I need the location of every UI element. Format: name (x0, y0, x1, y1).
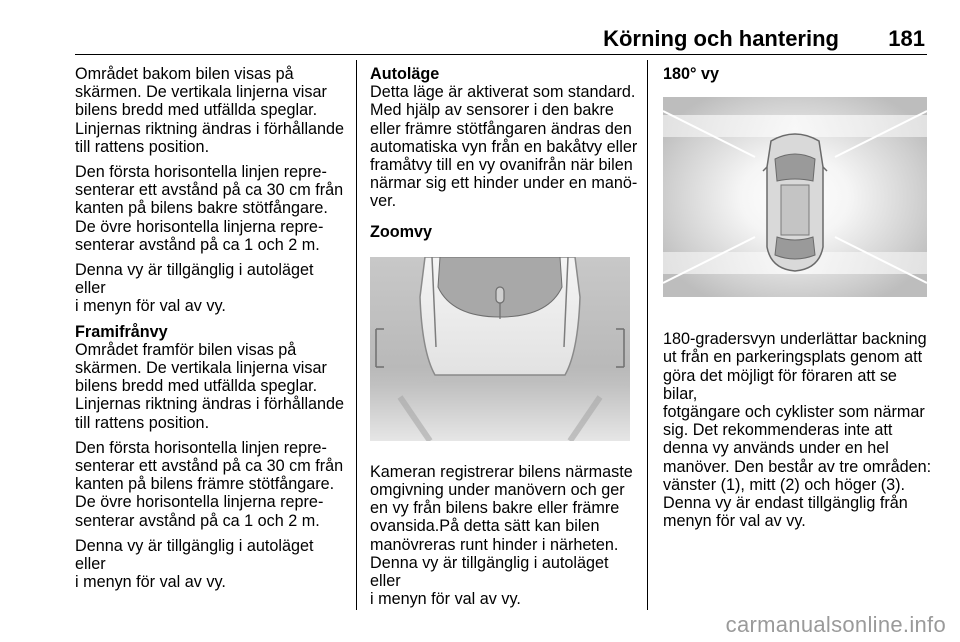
paragraph: Den första horisontella linjen repre- senterar ett avstånd på ca 30 cm från kanten på bilens bakre stötfångare. De övre horisontella linjerna repre- senterar avstånd på ca 1 och 2 m. (75, 163, 344, 254)
paragraph: Detta läge är aktiverat som standard. Med hjälp av sensorer i den bakre eller främre stötfångaren ändras den automatiska vyn från en bakåtvy eller framåtvy till en vy ovanifrån när bilen närmar sig ett hinder under en manö- ver. (370, 83, 638, 211)
zoom-view-figure (370, 257, 630, 441)
paragraph: Denna vy är tillgänglig i autoläget eller i menyn för val av vy. (75, 261, 314, 316)
column-divider-right (647, 60, 648, 610)
heading-180-view: 180° vy (663, 65, 719, 83)
section-title: Körning och hantering (603, 26, 839, 51)
column-1 (75, 65, 347, 598)
paragraph: Denna vy är tillgänglig i autoläget eller i menyn för val av vy. (75, 536, 314, 592)
heading-zoom-view: Zoomvy (370, 222, 433, 241)
paragraph: 180-gradersvyn underlättar backning ut från en parkeringsplats genom att göra det möjligt för föraren att se bilar, fotgängare och cyklister som närmar sig. Det rekommenderas inte att denna vy används under en hel manöver. Den består av tre områden: vänster (1), mitt (2) och höger (3). Denna vy är endast tillgänglig från menyn för val av vy. (663, 330, 932, 531)
column-divider-left (356, 60, 357, 610)
paragraph: Området bakom bilen visas på skärmen. De vertikala linjerna visar bilens bredd med utfällda speglar. Linjernas riktning ändras i förhållande till rattens position. (75, 65, 345, 156)
180-view-figure (663, 97, 927, 297)
page-header (75, 24, 927, 54)
watermark: carmanualsonline.info (725, 612, 946, 637)
paragraph: Den första horisontella linjen repre- senterar ett avstånd på ca 30 cm från kanten på bilens främre stötfångare. De övre horisontella linjerna repre- senterar avstånd på ca 1 och 2 m. (75, 438, 344, 530)
column-3 (663, 65, 933, 537)
heading-front-view: Framifrånvy (75, 322, 168, 341)
header-rule (75, 54, 927, 55)
heading-auto-mode: Autoläge (370, 65, 440, 83)
paragraph: Området framför bilen visas på skärmen. De vertikala linjerna visar bilens bredd med utfällda speglar. Linjernas riktning ändras i förhållande till rattens position. (75, 340, 345, 432)
column-2 (370, 65, 638, 615)
paragraph: Kameran registrerar bilens närmaste omgivning under manövern och ger en vy från bilens bakre eller främre ovansida.På detta sätt kan bilen manövreras runt hinder i närheten. Denna vy är tillgänglig i autoläget eller i menyn för val av vy. (370, 462, 633, 609)
page-number: 181 (888, 26, 925, 51)
